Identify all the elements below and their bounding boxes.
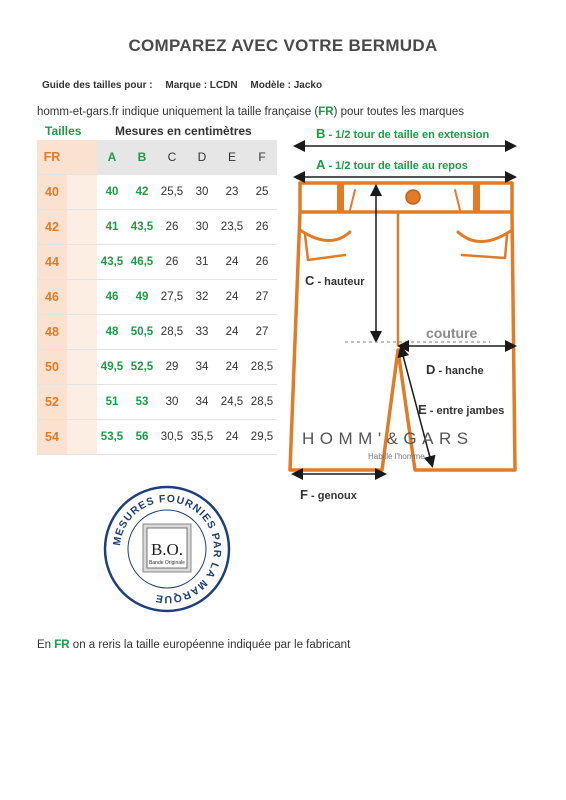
table-cell: 56 [127, 420, 157, 455]
header-cell: F [247, 140, 277, 175]
table-cell: 46,5 [127, 245, 157, 280]
button-icon [406, 190, 420, 204]
footer-after: on a reris la taille européenne indiquée par le fabricant [69, 639, 351, 651]
bo-logo-sub: Bande Originale [149, 560, 185, 566]
label-b [316, 126, 489, 141]
header-cell: FR [37, 140, 67, 175]
header-cell: E [217, 140, 247, 175]
brand-watermark: HOMM'&GARS [302, 429, 474, 448]
label-f-text: - genoux [307, 490, 357, 502]
mesures-badge [102, 484, 232, 614]
table-cell: 30 [187, 175, 217, 210]
table-cell: 26 [247, 245, 277, 280]
model-label: Modèle : Jacko [250, 80, 323, 91]
table-cell: 32 [187, 280, 217, 315]
intro-fr: FR [318, 106, 334, 118]
label-d [426, 362, 484, 377]
brand-label: Marque : LCDN [165, 80, 238, 91]
table-cell: 25 [247, 175, 277, 210]
guide-label: Guide des tailles pour : [42, 80, 153, 91]
label-d-letter: D [426, 362, 436, 377]
table-cell: 50,5 [127, 315, 157, 350]
badge-ring-text: MESURES FOURNIES PAR LA MARQUE [110, 492, 224, 606]
table-cell: 49 [127, 280, 157, 315]
brand-tagline: Habille l'homme [368, 452, 425, 461]
table-cell: 40 [37, 175, 67, 210]
table-cell: 48 [37, 315, 67, 350]
table-cell: 48 [97, 315, 127, 350]
table-cell: 33 [187, 315, 217, 350]
footer-fr: FR [54, 639, 70, 651]
table-cell: 52 [37, 385, 67, 420]
table-cell: 30 [187, 210, 217, 245]
table-cell: 24 [217, 420, 247, 455]
label-d-text: - hanche [435, 365, 484, 377]
label-a-text: - 1/2 tour de taille au repos [325, 160, 468, 172]
table-cell: 51 [97, 385, 127, 420]
table-cell: 24 [217, 280, 247, 315]
table-cell: 35,5 [187, 420, 217, 455]
shorts-illustration [290, 183, 515, 470]
couture-label: couture [426, 325, 478, 341]
table-cell: 46 [37, 280, 67, 315]
table-cell: 52,5 [127, 350, 157, 385]
table-cell: 42 [127, 175, 157, 210]
table-cell: 41 [97, 210, 127, 245]
label-c [305, 273, 365, 288]
table-cell: 24 [217, 315, 247, 350]
table-cell: 43,5 [97, 245, 127, 280]
table-cell: 26 [157, 245, 187, 280]
table-cell: 46 [97, 280, 127, 315]
table-cell: 50 [37, 350, 67, 385]
table-cell: 34 [187, 385, 217, 420]
mesures-heading: Mesures en centimètres [115, 124, 252, 138]
footer-before: En [37, 639, 55, 651]
label-b-text: - 1/2 tour de taille en extension [325, 129, 490, 141]
table-cell: 25,5 [157, 175, 187, 210]
label-e [418, 402, 504, 417]
table-cell: 29,5 [247, 420, 277, 455]
belt-loop-right-icon [473, 184, 480, 211]
table-cell: 27 [247, 280, 277, 315]
header-cell: A [97, 140, 127, 175]
table-cell: 24 [217, 245, 247, 280]
tailles-heading: Tailles [45, 124, 82, 138]
header-cell: D [187, 140, 217, 175]
intro-after: ) pour toutes les marques [333, 106, 464, 118]
label-f [300, 487, 357, 502]
page-title: COMPAREZ AVEC VOTRE BERMUDA [128, 36, 438, 55]
table-cell: 54 [37, 420, 67, 455]
table-cell: 24,5 [217, 385, 247, 420]
label-b-letter: B [316, 126, 326, 141]
table-cell: 23,5 [217, 210, 247, 245]
table-cell: 24 [217, 350, 247, 385]
table-cell: 44 [37, 245, 67, 280]
table-cell: 26 [157, 210, 187, 245]
table-cell: 26 [247, 210, 277, 245]
table-cell: 31 [187, 245, 217, 280]
table-cell: 27 [247, 315, 277, 350]
header-cell: B [127, 140, 157, 175]
intro-before: homm-et-gars.fr indique uniquement la taille française ( [37, 106, 319, 118]
label-e-letter: E [418, 402, 427, 417]
label-f-letter: F [300, 487, 308, 502]
label-a [316, 157, 468, 172]
table-cell: 49,5 [97, 350, 127, 385]
table-cell: 34 [187, 350, 217, 385]
bo-logo-text: B.O. [150, 540, 184, 559]
table-cell: 40 [97, 175, 127, 210]
table-cell: 28,5 [247, 350, 277, 385]
label-a-letter: A [316, 157, 326, 172]
table-cell: 23 [217, 175, 247, 210]
table-cell: 42 [37, 210, 67, 245]
table-cell: 43,5 [127, 210, 157, 245]
belt-loop-left-icon [337, 184, 344, 211]
header-cell: C [157, 140, 187, 175]
table-cell: 53 [127, 385, 157, 420]
table-cell: 27,5 [157, 280, 187, 315]
table-cell: 30 [157, 385, 187, 420]
table-cell: 28,5 [157, 315, 187, 350]
table-cell: 30,5 [157, 420, 187, 455]
table-cell: 28,5 [247, 385, 277, 420]
footer-note [37, 639, 350, 651]
label-c-text: - hauteur [314, 276, 365, 288]
table-cell: 53,5 [97, 420, 127, 455]
label-c-letter: C [305, 273, 315, 288]
table-cell: 29 [157, 350, 187, 385]
label-e-text: - entre jambes [426, 405, 505, 417]
